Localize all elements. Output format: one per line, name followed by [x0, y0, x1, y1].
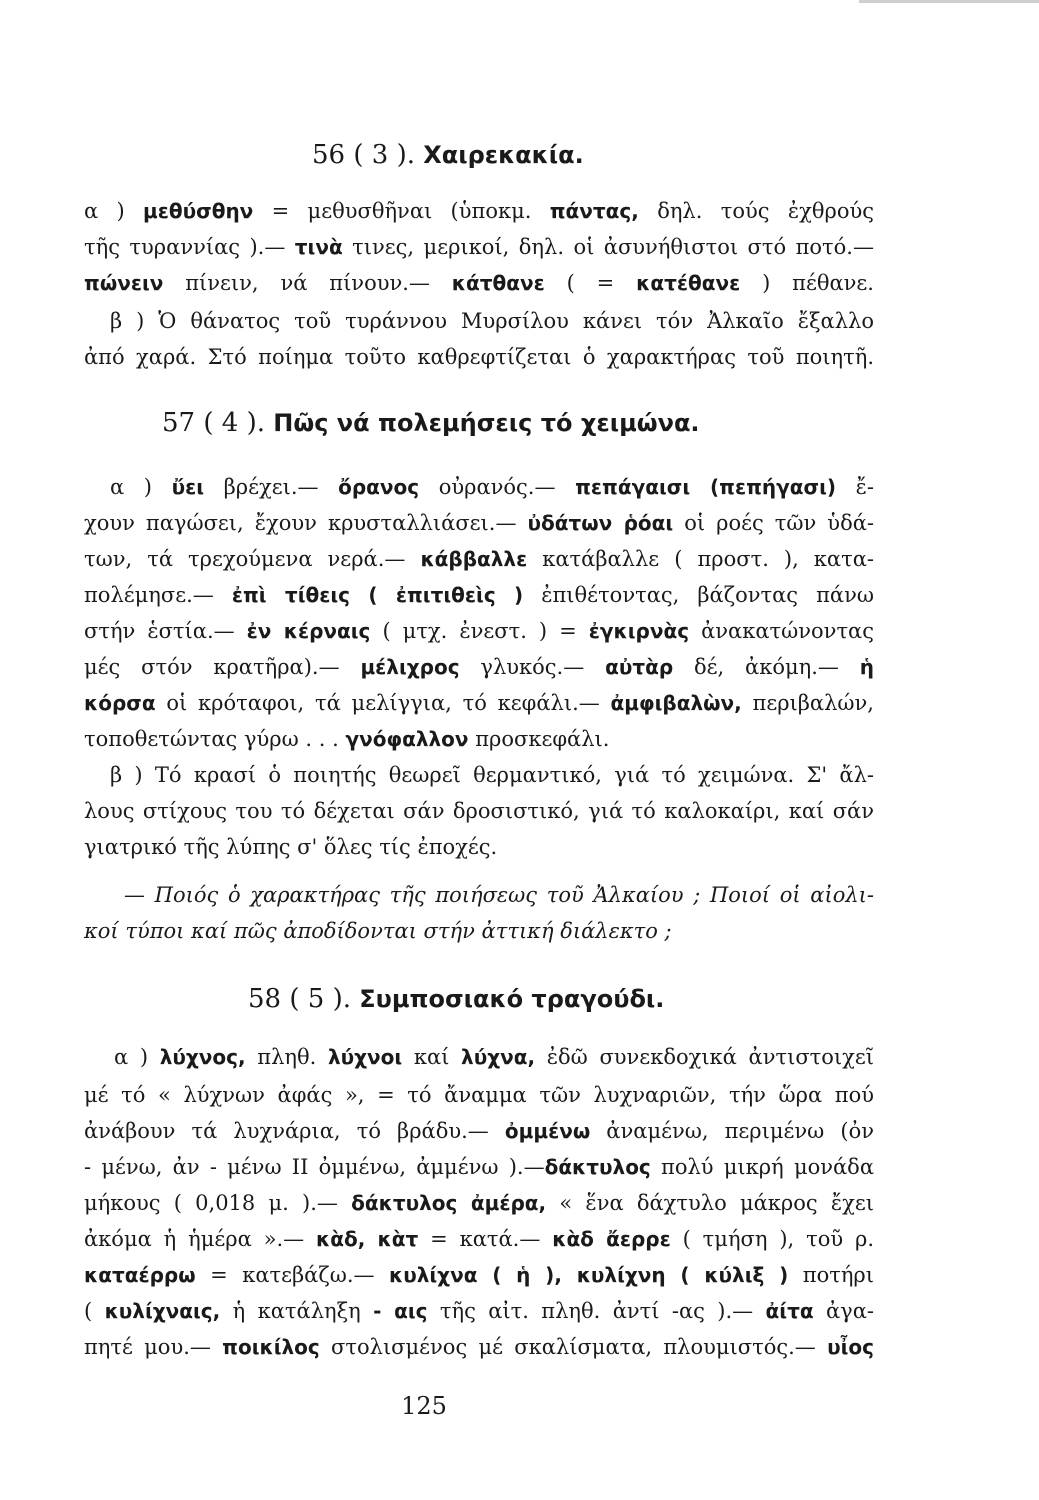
- bold-term: δάκτυλος: [544, 1155, 651, 1179]
- text-run: τοποθετώντας γύρω . . .: [84, 727, 346, 751]
- text-run: καί: [402, 1045, 462, 1069]
- text-line: [84, 724, 874, 754]
- bold-term: ὐδάτων ῥόαι: [527, 511, 674, 535]
- section-58-heading: [248, 984, 664, 1014]
- bold-term: μέλιχρος: [360, 655, 460, 679]
- bold-term: ἐγκιρνὰς: [588, 619, 690, 643]
- scan-edge-mark: [859, 0, 1039, 3]
- bold-term: κυλίχναις,: [104, 1299, 221, 1323]
- text-run: = μεθυσθῆναι (ὑποκμ.: [253, 199, 550, 223]
- bold-term: ἀμφιβαλὼν,: [610, 691, 742, 715]
- text-line: [110, 306, 874, 336]
- bold-term: δάκτυλος ἀμέρα,: [351, 1191, 547, 1215]
- text-run: των, τά τρεχούμενα νερά.—: [84, 547, 421, 571]
- text-run: μήκους ( 0,018 μ. ).—: [84, 1191, 352, 1215]
- text-run: προσκεφάλι.: [468, 727, 610, 751]
- text-run: ἀναμένω, περιμένω (ὀν: [590, 1119, 874, 1143]
- text-run: στήν ἑστία.—: [84, 619, 247, 643]
- bold-term: πάντας,: [549, 199, 639, 223]
- text-run: ἐπιθέτοντας, βάζοντας πάνω: [523, 583, 874, 607]
- text-run: στολισμένος μέ σκαλίσματα, πλουμιστός.—: [319, 1335, 828, 1359]
- text-run: οἱ κρόταφοι, τά μελίγγια, τό κεφάλι.—: [155, 691, 611, 715]
- text-run: = κατεβάζω.—: [195, 1263, 390, 1287]
- text-line: [84, 832, 874, 862]
- bold-term: ἐπὶ τίθεις ( ἐπιτιθεὶς ): [231, 583, 524, 607]
- text-run: ( τμήση ), τοῦ ρ.: [670, 1227, 874, 1251]
- bold-term: κυλίχνα ( ἡ ), κυλίχνη ( κύλιξ ): [389, 1263, 789, 1287]
- text-run: ) πέθανε.: [740, 271, 874, 295]
- section-number: 57 ( 4 ).: [162, 408, 265, 438]
- text-line: [84, 688, 874, 718]
- text-line: [84, 1152, 874, 1182]
- bold-term: κάτθανε: [451, 271, 545, 295]
- section-57-heading: [162, 408, 700, 438]
- bold-term: ὄρανος: [338, 475, 420, 499]
- text-run: μέ τό « λύχνων ἀφάς », = τό ἄναμμα τῶν λυχναριῶν, τήν ὥρα πού: [84, 1083, 874, 1107]
- text-run: ἀνακατώνοντας: [689, 619, 874, 643]
- text-run: - μένω, ἀν - μένω ΙΙ ὀμμένω, ἀμμένω ).—: [84, 1155, 545, 1179]
- text-line: [84, 232, 874, 262]
- text-run: περιβαλών,: [741, 691, 874, 715]
- text-line: [84, 268, 874, 298]
- text-run: βρέχει.—: [204, 475, 339, 499]
- text-line: [84, 508, 874, 538]
- bold-term: γνόφαλλον: [345, 727, 469, 751]
- text-line: [84, 652, 874, 682]
- bold-term: πώνειν: [84, 271, 164, 295]
- bold-term: αὐτὰρ: [605, 655, 674, 679]
- text-run: ἀγα-: [813, 1299, 874, 1323]
- bold-term: ὀμμένω: [504, 1119, 591, 1143]
- text-run: τινες, μερικοί, δηλ. οἱ ἀσυνήθιστοι στό ποτό.—: [342, 235, 874, 259]
- text-run: ἀπό χαρά. Στό ποίημα τοῦτο καθρεφτίζεται ὁ χαρακτήρας τοῦ ποιητῆ.: [84, 345, 874, 369]
- bold-term: κὰδ ἄερρε: [552, 1227, 671, 1251]
- text-line: [84, 916, 874, 946]
- bold-term: ἡ: [859, 655, 875, 679]
- text-line: [110, 760, 874, 790]
- bold-term: ἐν κέρναις: [246, 619, 371, 643]
- section-title: Συμποσιακό τραγούδι.: [359, 985, 665, 1013]
- text-run: ποτήρι: [788, 1263, 874, 1287]
- text-run: κατάβαλλε ( προστ. ), κατα-: [527, 547, 875, 571]
- text-line: [84, 1080, 874, 1110]
- text-line: [84, 1296, 874, 1326]
- text-run: τῆς τυραννίας ).—: [84, 235, 295, 259]
- text-run: α ): [110, 475, 172, 499]
- page-number: 125: [401, 1392, 447, 1420]
- bold-term: λύχνα,: [461, 1045, 536, 1069]
- bold-term: ποικίλος: [222, 1335, 320, 1359]
- text-run: πητέ μου.—: [84, 1335, 223, 1359]
- text-run: ( μτχ. ἐνεστ. ) =: [370, 619, 589, 643]
- section-number: 58 ( 5 ).: [248, 984, 351, 1014]
- bold-term: τινὰ: [294, 235, 343, 259]
- text-run: ( =: [544, 271, 637, 295]
- text-run: β ) Τό κρασί ὁ ποιητής θεωρεῖ θερμαντικό, γιά τό χειμώνα. Σ' ἄλ-: [110, 763, 874, 787]
- text-run: = κατά.—: [418, 1227, 553, 1251]
- bold-term: - αις: [373, 1299, 428, 1323]
- text-line: [84, 1224, 874, 1254]
- section-title: Χαιρεκακία.: [423, 141, 584, 169]
- bold-term: κὰδ, κὰτ: [316, 1227, 419, 1251]
- text-line: [84, 1188, 874, 1218]
- text-line: [84, 616, 874, 646]
- section-number: 56 ( 3 ).: [312, 140, 415, 170]
- text-run: γιατρικό τῆς λύπης σ' ὅλες τίς ἐποχές.: [84, 835, 498, 859]
- text-line: [84, 1332, 874, 1362]
- bold-term: λύχνος,: [159, 1045, 246, 1069]
- text-line: [124, 880, 874, 910]
- bold-term: κατέθανε: [636, 271, 741, 295]
- text-run: « ἕνα δάχτυλο μάκρος ἔχει: [546, 1191, 875, 1215]
- text-run: β ) Ὁ θάνατος τοῦ τυράννου Μυρσίλου κάνει τόν Ἀλκαῖο ἔξαλλο: [110, 309, 874, 333]
- text-run: ἀκόμα ἡ ἡμέρα ».—: [84, 1227, 317, 1251]
- text-run: οὐρανός.—: [419, 475, 576, 499]
- text-run: πολέμησε.—: [84, 583, 232, 607]
- text-run: λους στίχους του τό δέχεται σάν δροσιστικό, γιά τό καλοκαίρι, καί σάν: [84, 799, 874, 823]
- text-run: γλυκός.—: [459, 655, 606, 679]
- text-run: οἱ ροές τῶν ὑδά-: [673, 511, 874, 535]
- text-line: [84, 580, 874, 610]
- section-title: Πῶς νά πολεμήσεις τό χειμώνα.: [273, 409, 700, 437]
- text-run: α ): [114, 1045, 160, 1069]
- text-run: πληθ.: [245, 1045, 328, 1069]
- bold-term: λύχνοι: [327, 1045, 403, 1069]
- bold-term: υἶος: [827, 1335, 874, 1359]
- text-run: δέ, ἀκόμη.—: [673, 655, 860, 679]
- text-run: α ): [84, 199, 144, 223]
- bold-term: ὔει: [171, 475, 205, 499]
- text-line: [84, 342, 874, 372]
- text-run: κοί τύποι καί πῶς ἀποδίδονται στήν ἀττική διάλεκτο ;: [84, 919, 672, 943]
- bold-term: μεθύσθην: [143, 199, 254, 223]
- text-run: πίνειν, νά πίνουν.—: [163, 271, 452, 295]
- text-run: ἐδῶ συνεκδοχικά ἀντιστοιχεῖ: [535, 1045, 874, 1069]
- text-line: [84, 1260, 874, 1290]
- bold-term: ἀίτα: [765, 1299, 814, 1323]
- text-run: ἀνάβουν τά λυχνάρια, τό βράδυ.—: [84, 1119, 505, 1143]
- section-56-heading: [312, 140, 584, 170]
- text-line: [84, 1116, 874, 1146]
- text-run: τῆς αἰτ. πληθ. ἀντί -ας ).—: [427, 1299, 766, 1323]
- text-line: [84, 196, 874, 226]
- text-line: [84, 796, 874, 826]
- bold-term: πεπάγαισι (πεπήγασι): [575, 475, 837, 499]
- text-run: — Ποιός ὁ χαρακτήρας τῆς ποιήσεως τοῦ Ἀλκαίου ; Ποιοί οἱ αἰολι-: [124, 883, 874, 907]
- text-line: [110, 472, 874, 502]
- text-run: ἔ-: [836, 475, 875, 499]
- text-run: ἡ κατάληξη: [220, 1299, 374, 1323]
- text-run: (: [84, 1299, 105, 1323]
- bold-term: καταέρρω: [84, 1263, 196, 1287]
- book-page: [84, 0, 884, 1500]
- text-line: [114, 1042, 874, 1072]
- text-run: πολύ μικρή μονάδα: [650, 1155, 875, 1179]
- text-run: μές στόν κρατῆρα).—: [84, 655, 361, 679]
- bold-term: κόρσα: [84, 691, 156, 715]
- text-run: δηλ. τούς ἐχθρούς: [638, 199, 874, 223]
- text-run: χουν παγώσει, ἔχουν κρυσταλλιάσει.—: [84, 511, 528, 535]
- bold-term: κάββαλλε: [420, 547, 528, 571]
- text-line: [84, 544, 874, 574]
